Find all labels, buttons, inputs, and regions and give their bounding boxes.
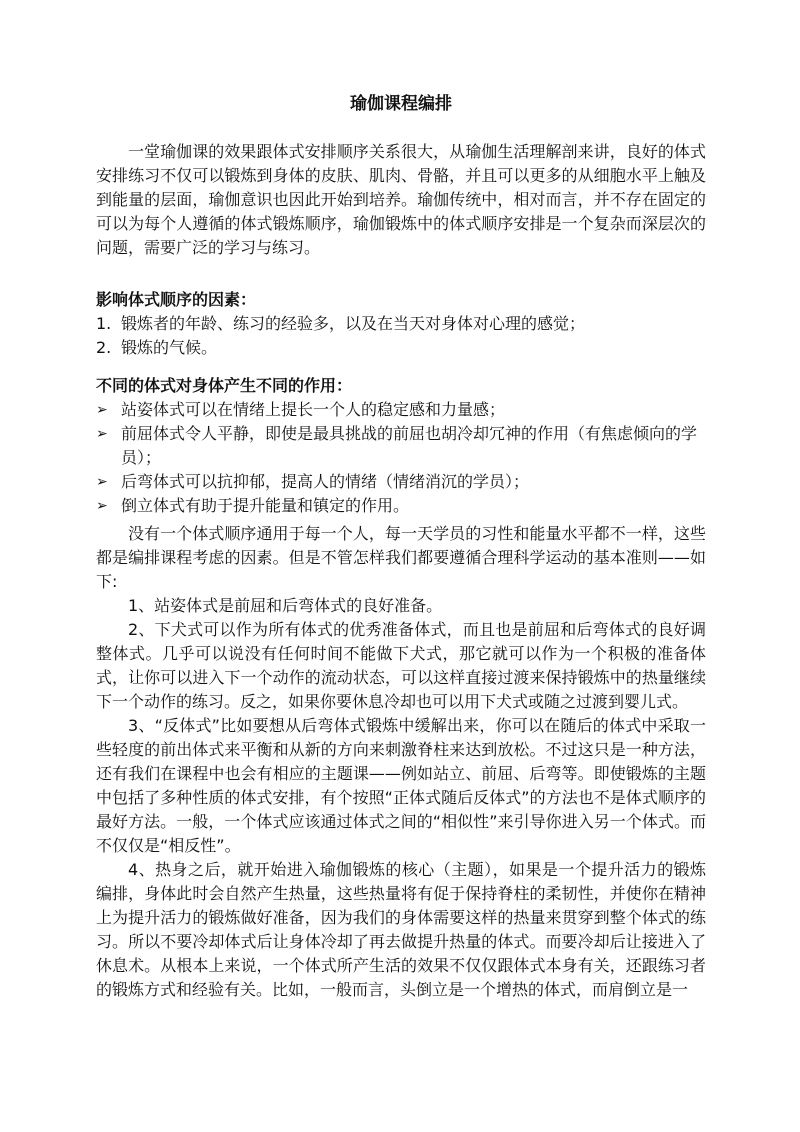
list-item-text: 锻炼的气候。 [121, 338, 218, 357]
intro-section [96, 140, 706, 260]
list-item-text: 站姿体式可以在情绪上提长一个人的稳定感和力量感； [121, 400, 506, 419]
list-item [96, 494, 706, 518]
list-item [96, 336, 706, 360]
factors-section [96, 288, 706, 360]
arrow-bullet-icon: ➢ [96, 402, 108, 418]
list-item [96, 422, 706, 470]
body-paragraph: 3、“反体式”比如要想从后弯体式锻炼中缓解出来，你可以在随后的体式中采取一些轻度的前出体式来平衡和从新的方向来刺激脊柱来达到放松。不过这只是一种方法，还有我们在课程中也会有相应的主题课——例如站立、前屈、后弯等。即使锻炼的主题中包括了多种性质的体式安排，有个按照“正体式随后反体式”的方法也不是体式顺序的最好方法。一般，一个体式应该通过体式之间的“相似性”来引导你进入另一个体式。而不仅仅是“相反性”。 [96, 716, 706, 855]
list-marker: 1. [96, 314, 112, 333]
body-paragraph: 1、站姿体式是前屈和后弯体式的良好准备。 [128, 596, 443, 615]
list-item-text: 前屈体式令人平静，即使是最具挑战的前屈也胡冷却冗神的作用（有焦虑倾向的学员）； [121, 424, 698, 467]
list-item-text: 锻炼者的年龄、练习的经验多，以及在当天对身体对心理的感觉； [121, 314, 586, 333]
list-item-text: 后弯体式可以抗抑郁，提高人的情绪（情绪消沉的学员）； [121, 472, 530, 491]
list-item [96, 312, 706, 336]
effects-heading: 不同的体式对身体产生不同的作用： [96, 376, 353, 395]
list-item [96, 470, 706, 494]
arrow-bullet-icon: ➢ [96, 426, 108, 442]
body-section [96, 522, 706, 1002]
body-paragraph: 4、热身之后，就开始进入瑜伽锻炼的核心（主题），如果是一个提升活力的锻炼编排，身体此时会自然产生热量，这些热量将有促于保持脊柱的柔韧性，并使你在精神上为提升活力的锻炼做好准备，因为我们的身体需要这样的热量来贯穿到整个体式的练习。所以不要冷却体式后让身体冷却了再去做提升热量的体式。而要冷却后让接进入了休息术。从根本上来说，一个体式所产生活的效果不仅仅跟体式本身有关，还跟练习者的锻炼方式和经验有关。比如，一般而言，头倒立是一个增热的体式，而肩倒立是一 [96, 860, 706, 999]
body-paragraph: 2、下犬式可以作为所有体式的优秀准备体式，而且也是前屈和后弯体式的良好调整体式。几乎可以说没有任何时间不能做下犬式，那它就可以作为一个积极的准备体式，让你可以进入下一个动作的流动状态，可以这样直接过渡来保持锻炼中的热量继续下一个动作的练习。反之，如果你要休息冷却也可以用下犬式或随之过渡到婴儿式。 [96, 620, 706, 711]
arrow-bullet-icon: ➢ [96, 498, 108, 514]
factors-heading: 影响体式顺序的因素： [96, 290, 257, 309]
list-marker: 2. [96, 338, 112, 357]
effects-section [96, 374, 706, 518]
arrow-bullet-icon: ➢ [96, 474, 108, 490]
list-item [96, 398, 706, 422]
document-title: 瑜伽课程编排 [350, 94, 452, 114]
list-item-text: 倒立体式有助于提升能量和镇定的作用。 [121, 496, 410, 515]
intro-paragraph: 一堂瑜伽课的效果跟体式安排顺序关系很大，从瑜伽生活理解剖来讲，良好的体式安排练习不仅可以锻炼到身体的皮肤、肌肉、骨骼，并且可以更多的从细胞水平上触及到能量的层面，瑜伽意识也因此开始到培养。瑜伽传统中，相对而言，并不存在固定的可以为每个人遵循的体式锻炼顺序，瑜伽锻炼中的体式顺序安排是一个复杂而深层次的问题，需要广泛的学习与练习。 [96, 142, 706, 257]
body-paragraph: 没有一个体式顺序通用于每一个人，每一天学员的习性和能量水平都不一样，这些都是编排课程考虑的因素。但是不管怎样我们都要遵循合理科学运动的基本准则——如下: [96, 524, 706, 591]
